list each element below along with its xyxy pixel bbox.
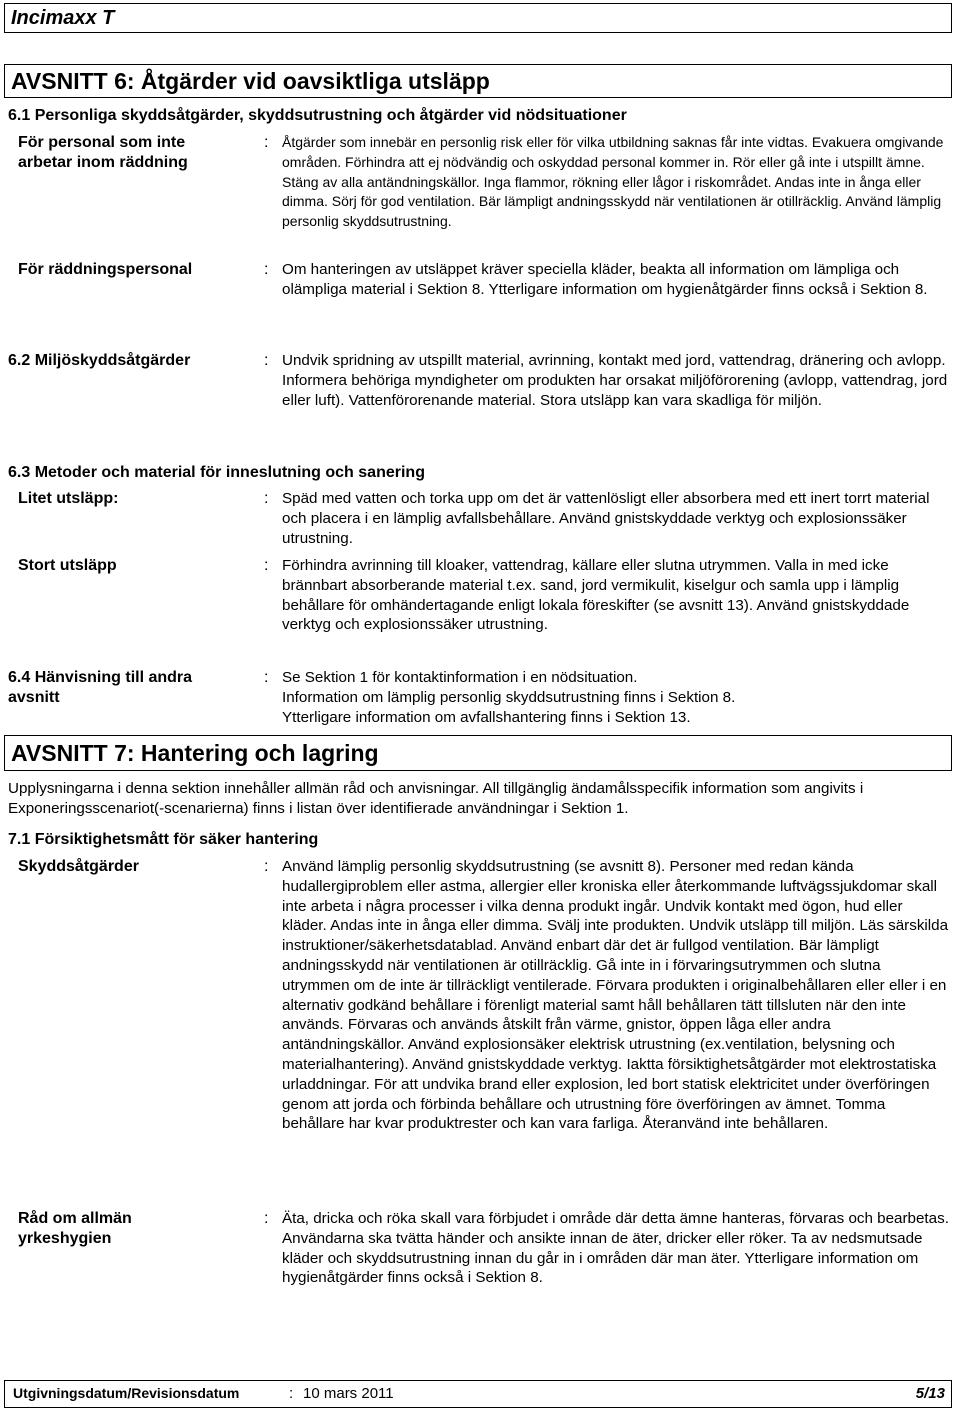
text-personal-non-rescue: Åtgärder som innebär en personlig risk eller för vilka utbildning saknas får inte vidtas. Evakuera omgivande områden. Förhindra att ej nödvändig och oskyddad personal kommer in. Rör eller gå inte i utspillt ämne. Stäng av alla antändningskällor. Inga flammor, rökning eller lågor i riskområdet. Andas inte in ånga eller dimma. Sörj för god ventilation. Bär lämpligt andningsskydd när ventilationen är otillräcklig. Använd lämplig personlig skyddsutrustning. [282, 134, 944, 230]
section-7-title: AVSNITT 7: Hantering och lagring [11, 740, 379, 766]
section-6-title: AVSNITT 6: Åtgärder vid oavsiktliga utsläpp [11, 68, 490, 94]
text-small-spill: Späd med vatten och torka upp om det är vattenlösligt eller absorbera med ett inert torrt material och placera i en lämplig avfallsbehållare. Använd gnistskyddade verktyg och explosionssäker utrustning. [282, 490, 930, 547]
label-personal-non-rescue: För personal som inte arbetar inom räddning [18, 134, 188, 171]
label-large-spill: Stort utsläpp [18, 557, 117, 574]
product-title: Incimaxx T [11, 7, 115, 29]
colon: : [264, 134, 269, 151]
subsection-7-1-title: 7.1 Försiktighetsmått för säker hantering [8, 831, 319, 848]
colon: : [264, 858, 269, 875]
document-footer [4, 1380, 952, 1408]
text-6-4: Se Sektion 1 för kontaktinformation i en nödsituation. Information om lämplig personlig skyddsutrustning finns i Sektion 8. Ytterligare information om avfallshantering finns i Sektion 13. [282, 669, 736, 726]
text-6-2: Undvik spridning av utspillt material, avrinning, kontakt med jord, vattendrag, dränering och avlopp. Informera behöriga myndigheter om produkten har orsakat miljöförorening (avlopp, vattendrag, jord eller luft). Vattenförorenande material. Stora utsläpp kan vara skadliga för miljön. [282, 352, 948, 409]
label-6-2: 6.2 Miljöskyddsåtgärder [8, 352, 191, 369]
colon: : [264, 1210, 269, 1227]
text-rescue-personnel: Om hanteringen av utsläppet kräver speciella kläder, beakta all information om lämpliga och olämpliga material i Sektion 8. Ytterligare information om hygienåtgärder finns också i Sektion 8. [282, 261, 928, 298]
colon: : [264, 669, 269, 686]
colon: : [264, 490, 269, 507]
subsection-6-3-title: 6.3 Metoder och material för inneslutning och sanering [8, 464, 425, 481]
section-7-intro: Upplysningarna i denna sektion innehåller allmän råd och anvisningar. All tillgänglig ändamålsspecifik information som angivits i Exponeringsscenariot(-scenarierna) finns i listan över identifierade användningar i Sektion 1. [8, 780, 864, 817]
subsection-6-1-title: 6.1 Personliga skyddsåtgärder, skyddsutrustning och åtgärder vid nödsituationer [8, 107, 627, 124]
colon: : [289, 1385, 294, 1402]
text-protective-measures: Använd lämplig personlig skyddsutrustning (se avsnitt 8). Personer med redan kända hudallergiproblem eller astma, allergier eller kroniska eller återkommande luftvägssjukdomar skall inte arbeta i några processer i vilka denna produkt ingår. Undvik kontakt med ögon, hud eller kläder. Andas inte in ånga eller dimma. Svälj inte produkten. Undvik utsläpp till miljön. Läs särskilda instruktioner/säkerhetsdatablad. Använd enbart där det är fullgod ventilation. Bär lämpligt andningsskydd när ventilationen är otillräcklig. Gå inte in i förvaringsutrymmen och slutna utrymmen om de inte är tillräckligt ventilerade. Förvara produkten i originalbehållaren eller eller i en alternativ godkänd behållare i förenligt material samt håll behållaren tätt tillsluten när den inte används. Förvaras och används åtskilt från värme, gnistor, öppen låga eller andra antändningskällor. Använd explosionsäker elektrisk utrustning (ex.ventilation, belysning och materialhantering). Använd gnistskyddade verktyg. Iaktta försiktighetsåtgärder mot elektrostatiska urladdningar. För att undvika brand eller explosion, led bort statisk elektricitet under överföringen genom att jorda och förbinda behållare och utrustning före överföringen av ämnet. Tomma behållare har kvar produktrester och kan vara farliga. Återanvänd inte behållaren. [282, 858, 949, 1133]
document-header [4, 3, 952, 33]
label-occupational-hygiene: Råd om allmän yrkeshygien [18, 1210, 132, 1247]
label-small-spill: Litet utsläpp: [18, 490, 119, 507]
label-rescue-personnel: För räddningspersonal [18, 261, 193, 278]
footer-date-label: Utgivningsdatum/Revisionsdatum [13, 1385, 240, 1401]
colon: : [264, 557, 269, 574]
text-large-spill: Förhindra avrinning till kloaker, vattendrag, källare eller slutna utrymmen. Valla in med icke brännbart absorberande material t.ex. sand, jord vermikulit, kiselgur och samla upp i lämplig behållare för omhändertagande enligt lokala föreskifter (se avsnitt 13). Använd gnistskyddade verktyg och explosionssäker utrustning. [282, 557, 910, 634]
colon: : [264, 261, 269, 278]
text-occupational-hygiene: Äta, dricka och röka skall vara förbjudet i område där detta ämne hanteras, förvaras och bearbetas. Användarna ska tvätta händer och ansikte innan de äter, dricker eller röker. Ta av nedsmutsade kläder och skyddsutrustning innan du går in i områden där man äter. Ytterligare information om hygienåtgärder finns också i Sektion 8. [282, 1210, 949, 1287]
footer-date: 10 mars 2011 [303, 1385, 394, 1402]
label-protective-measures: Skyddsåtgärder [18, 858, 139, 875]
colon: : [264, 352, 269, 369]
section-7-header [4, 735, 952, 771]
label-6-4: 6.4 Hänvisning till andra avsnitt [8, 669, 193, 706]
section-6-header [4, 64, 952, 98]
page-number: 5/13 [915, 1385, 945, 1402]
